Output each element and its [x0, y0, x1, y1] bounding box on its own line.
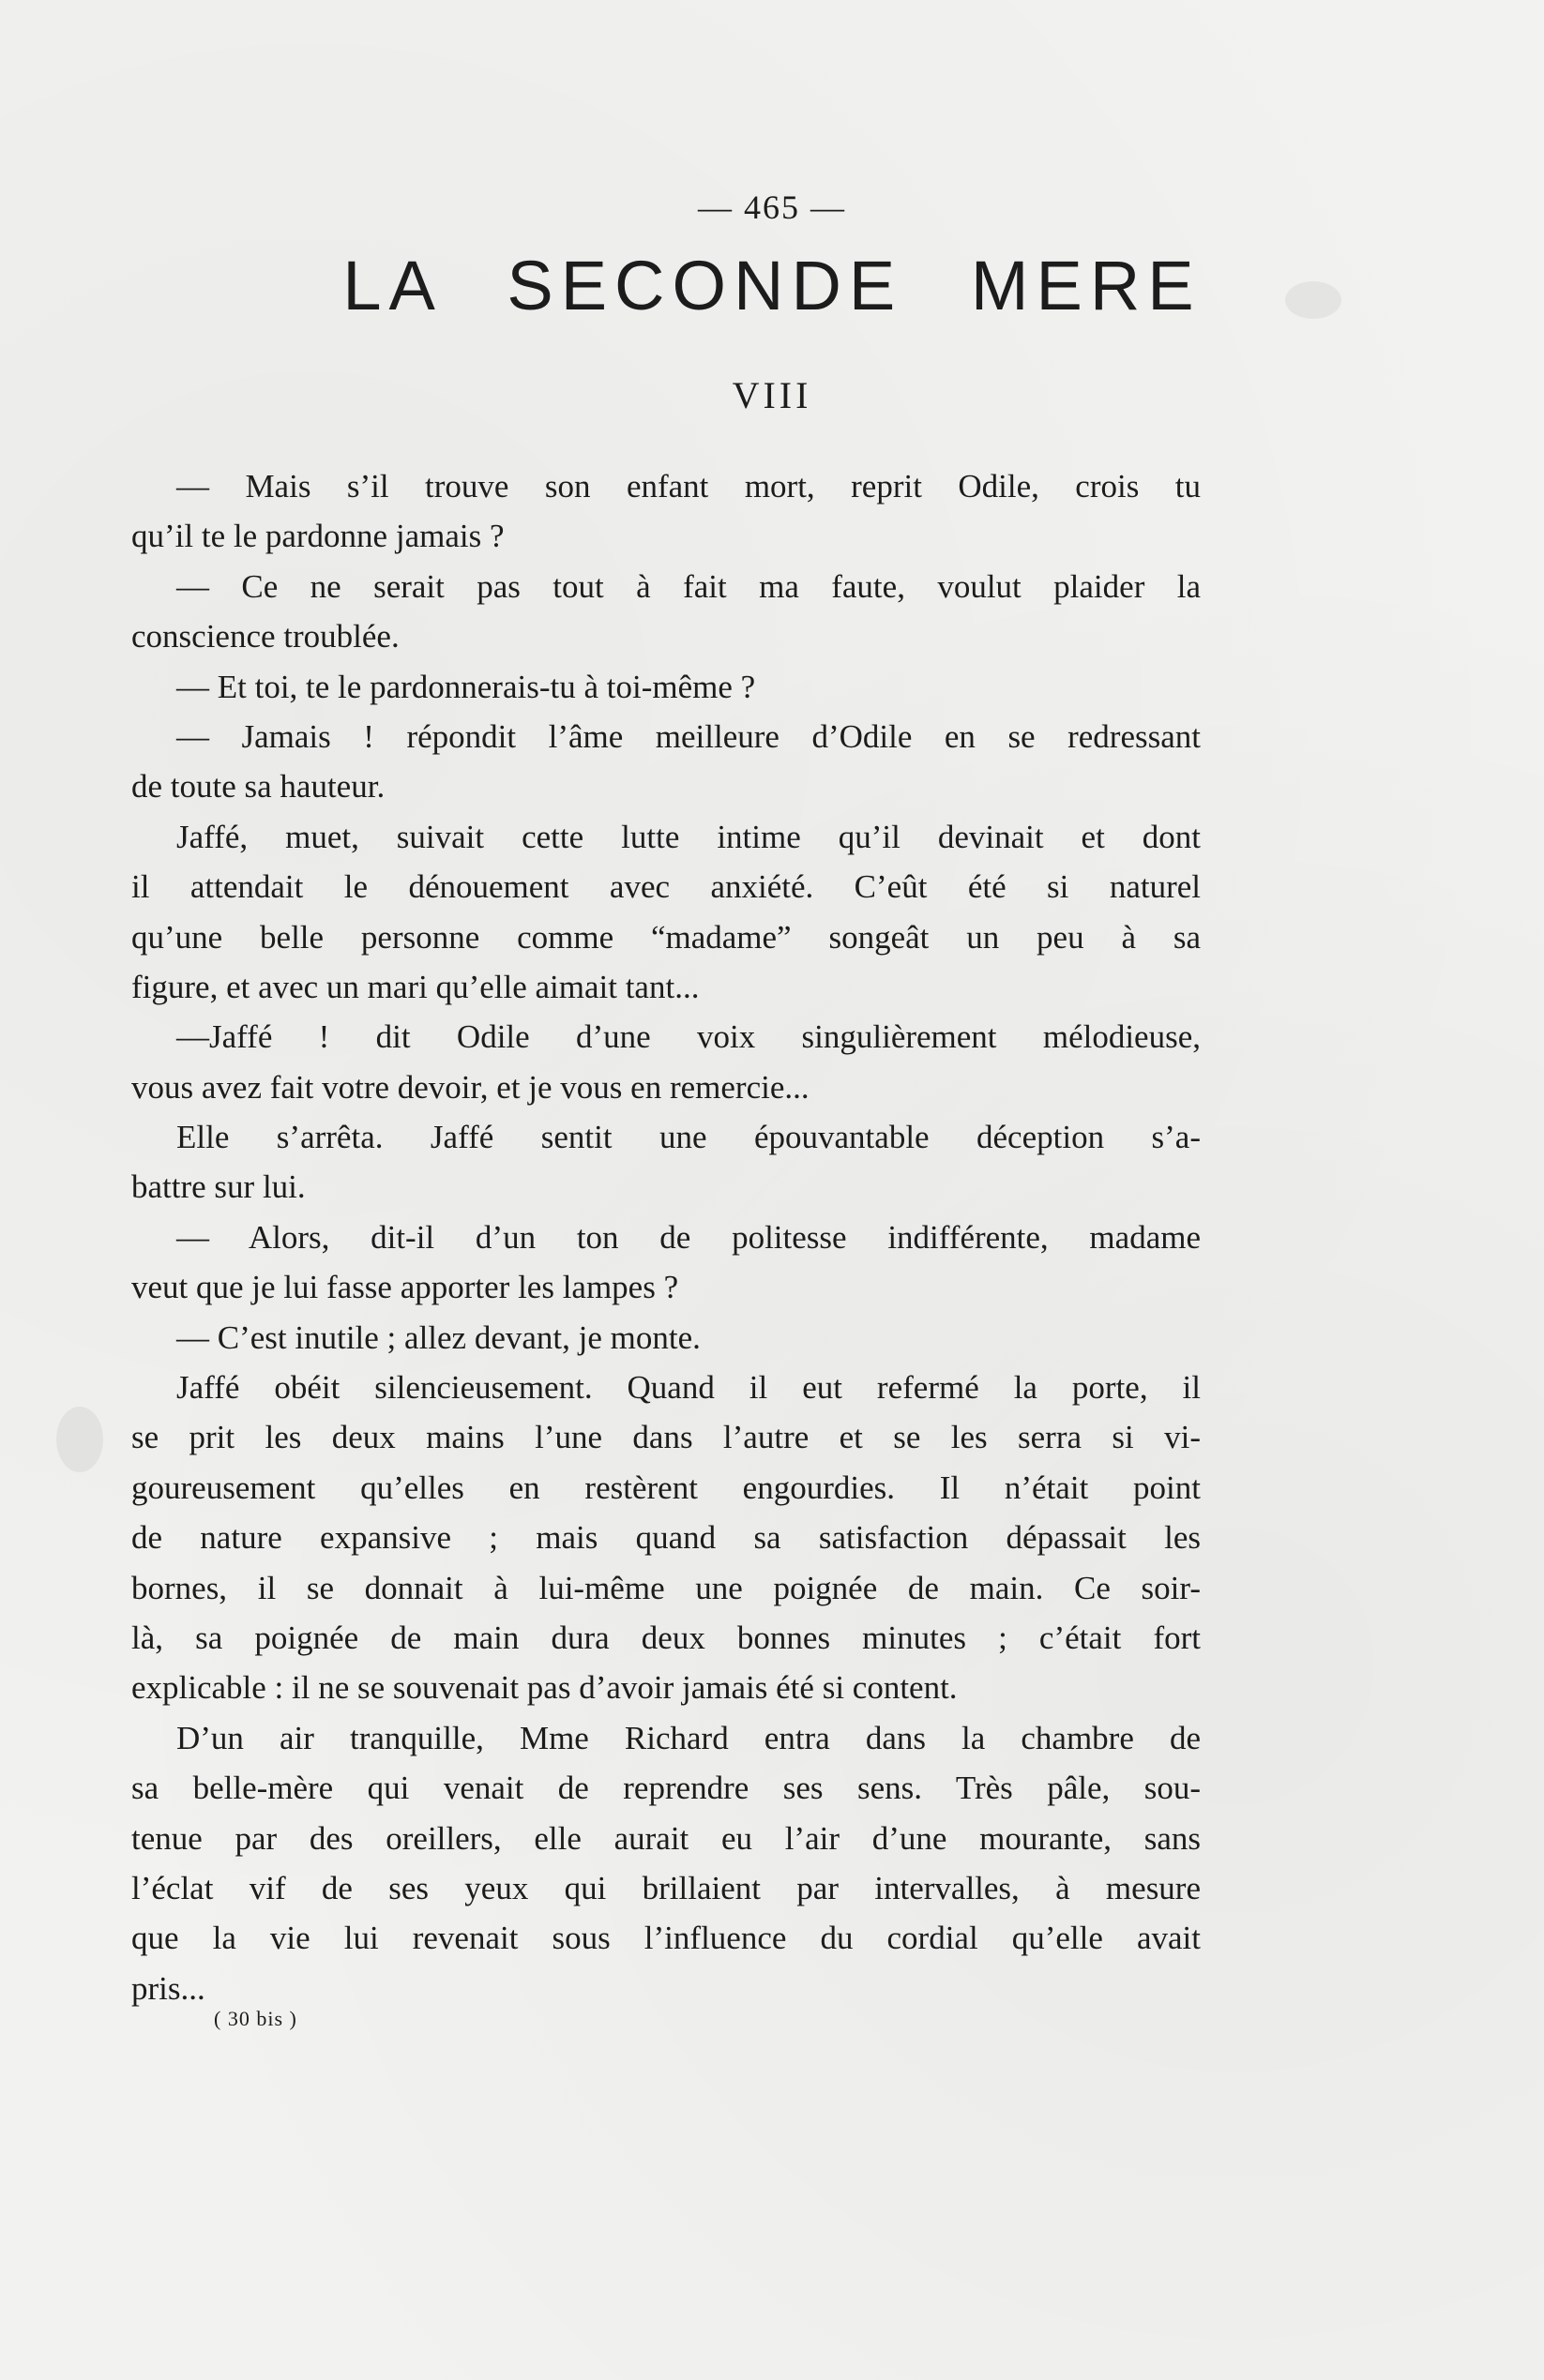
- text-line: — Mais s’il trouve son enfant mort, reprit Odile, crois tu: [176, 468, 1201, 505]
- text-line: veut que je lui fasse apporter les lampes ?: [131, 1269, 679, 1306]
- page-number: — 465 —: [698, 188, 846, 226]
- text-line: pris...: [131, 1969, 205, 2007]
- text-line: Jaffé, muet, suivait cette lutte intime qu’il devinait et dont: [176, 818, 1201, 855]
- text-line: — Ce ne serait pas tout à fait ma faute, voulut plaider la: [176, 567, 1201, 605]
- text-line: conscience troublée.: [131, 618, 400, 655]
- text-line: là, sa poignée de main dura deux bonnes minutes ; c’était fort: [131, 1619, 1201, 1656]
- text-line: que la vie lui revenait sous l’influence du cordial qu’elle avait: [131, 1920, 1201, 1957]
- text-line: — Jamais ! répondit l’âme meilleure d’Odile en se redressant: [176, 717, 1201, 755]
- text-line: l’éclat vif de ses yeux qui brillaient par intervalles, à mesure: [131, 1869, 1201, 1906]
- text-line: — Alors, dit-il d’un ton de politesse indifférente, madame: [176, 1218, 1201, 1256]
- text-line: — C’est inutile ; allez devant, je monte.: [176, 1318, 701, 1356]
- signature-mark: ( 30 bis ): [214, 2007, 297, 2030]
- text-line: il attendait le dénouement avec anxiété. C’eût été si naturel: [131, 868, 1201, 906]
- text-line: — Et toi, te le pardonnerais-tu à toi-même ?: [176, 668, 756, 705]
- body-text: [131, 461, 1201, 2013]
- text-line: tenue par des oreillers, elle aurait eu l’air d’une mourante, sans: [131, 1819, 1201, 1857]
- text-line: Elle s’arrêta. Jaffé sentit une épouvantable déception s’a-: [176, 1119, 1201, 1156]
- text-line: battre sur lui.: [131, 1168, 306, 1206]
- text-line: explicable : il ne se souvenait pas d’avoir jamais été si content.: [131, 1669, 958, 1707]
- text-line: bornes, il se donnait à lui-même une poignée de main. Ce soir-: [131, 1569, 1201, 1606]
- text-line: Jaffé obéit silencieusement. Quand il eut refermé la porte, il: [176, 1369, 1201, 1407]
- text-line: goureusement qu’elles en restèrent engourdies. Il n’était point: [131, 1469, 1201, 1506]
- text-line: de toute sa hauteur.: [131, 768, 386, 806]
- text-line: de nature expansive ; mais quand sa satisfaction dépassait les: [131, 1519, 1201, 1557]
- text-line: —Jaffé ! dit Odile d’une voix singulièrement mélodieuse,: [176, 1018, 1201, 1056]
- text-line: se prit les deux mains l’une dans l’autre et se les serra si vi-: [131, 1419, 1201, 1456]
- chapter-number: VIII: [732, 374, 812, 416]
- text-line: D’un air tranquille, Mme Richard entra dans la chambre de: [176, 1719, 1201, 1756]
- text-line: sa belle-mère qui venait de reprendre ses sens. Très pâle, sou-: [131, 1770, 1201, 1807]
- text-line: vous avez fait votre devoir, et je vous en remercie...: [131, 1068, 810, 1106]
- text-line: figure, et avec un mari qu’elle aimait tant...: [131, 968, 700, 1005]
- text-line: qu’il te le pardonne jamais ?: [131, 518, 505, 555]
- text-line: qu’une belle personne comme “madame” songeât un peu à sa: [131, 918, 1201, 956]
- chapter-title: LA SECONDE MERE: [342, 247, 1202, 324]
- paper-stain: [56, 1407, 103, 1472]
